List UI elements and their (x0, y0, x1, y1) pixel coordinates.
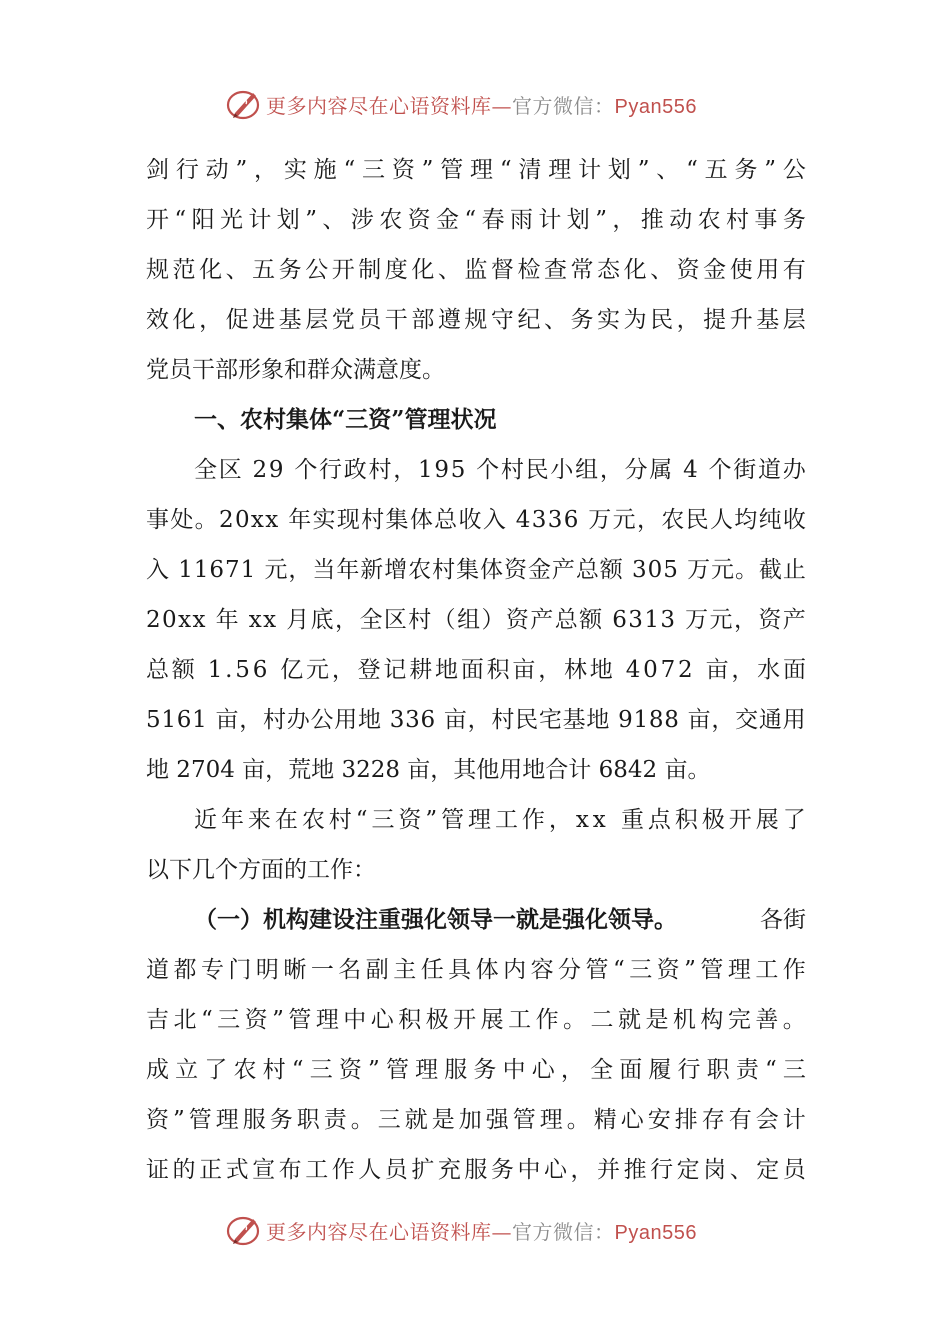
header-banner (226, 86, 746, 122)
pen-logo-icon (226, 1212, 262, 1248)
subheading-rest: 各街 (760, 907, 806, 933)
text-line: 全 区 2 9 个 行 政 村 ， 1 9 5 个 村 民 小 组 ， 分 属 4 个 街 道 办 (194, 457, 806, 483)
subheading-line (146, 895, 806, 945)
text-line: 2 0 x x 年 x x 月 底 ， 全 区 村 （ 组 ） 资 产 总 额 6 3 1 3 万 元 ， 资 产 (146, 607, 806, 633)
banner-text (266, 90, 697, 119)
text-line: 资 ” 管 理 服 务 职 责 。 三 就 是 加 强 管 理 。 精 心 安 排 存 有 会 计 (146, 1107, 806, 1133)
document-body (146, 145, 806, 1195)
banner-dash: — (491, 93, 512, 118)
text-line: 规 范 化 、 五 务 公 开 制 度 化 、 监 督 检 查 常 态 化 、 资 金 使 用 有 (146, 257, 806, 283)
text-line: 以下几个方面的工作： (146, 857, 376, 883)
text-line: 吉 北 “ 三 资 ” 管 理 中 心 积 极 开 展 工 作 。 二 就 是 机 构 完 善 。 (146, 1007, 806, 1033)
subheading-bold: （一）机构建设注重强化领导一就是强化领导。 (194, 906, 677, 933)
text-line: 近 年 来 在 农 村 “ 三 资 ” 管 理 工 作 ， x x 重 点 积 极 开 展 了 (194, 807, 806, 833)
text-line: 事 处 。 2 0 x x 年 实 现 村 集 体 总 收 入 4 3 3 6 万 元 ， 农 民 人 均 纯 收 (146, 507, 806, 533)
section-heading: 一、农村集体“三资”管理状况 (194, 406, 497, 433)
banner-wechat-label: 官方微信： (512, 93, 615, 118)
text-line: 总 额 1 . 5 6 亿 元 ， 登 记 耕 地 面 积 亩 ， 林 地 4 0 7 2 亩 ， 水 面 (146, 657, 806, 683)
text-line: 成 立 了 农 村 “ 三 资 ” 管 理 服 务 中 心 ， 全 面 履 行 职 责 “ 三 (146, 1057, 806, 1083)
text-line: 党员干部形象和群众满意度。 (146, 357, 445, 383)
footer-banner (226, 1212, 746, 1248)
banner-dash: — (491, 1219, 512, 1244)
text-line: 道 都 专 门 明 晰 一 名 副 主 任 具 体 内 容 分 管 “ 三 资 ” 管 理 工 作 (146, 957, 806, 983)
banner-wechat-id: Pyan556 (614, 95, 697, 118)
text-line: 地 2704 亩，荒地 3228 亩，其他用地合计 6842 亩。 (146, 757, 711, 783)
text-line: 剑 行 动 ” ， 实 施 “ 三 资 ” 管 理 “ 清 理 计 划 ” 、 “ 五 务 ” 公 (146, 157, 806, 183)
banner-brand: 更多内容尽在心语资料库 (266, 1219, 492, 1244)
text-line: 证 的 正 式 宣 布 工 作 人 员 扩 充 服 务 中 心 ， 并 推 行 定 岗 、 定 员 (146, 1157, 806, 1183)
text-line: 效 化 ， 促 进 基 层 党 员 干 部 遵 规 守 纪 、 务 实 为 民 ， 提 升 基 层 (146, 307, 806, 333)
banner-wechat-id: Pyan556 (614, 1221, 697, 1244)
banner-text (266, 1216, 697, 1245)
text-line: 5 1 6 1 亩 ， 村 办 公 用 地 3 3 6 亩 ， 村 民 宅 基 地 9 1 8 8 亩 ， 交 通 用 (146, 707, 806, 733)
banner-wechat-label: 官方微信： (512, 1219, 615, 1244)
text-line: 开 “ 阳 光 计 划 ” 、 涉 农 资 金 “ 春 雨 计 划 ” ， 推 动 农 村 事 务 (146, 207, 806, 233)
pen-logo-icon (226, 86, 262, 122)
text-line: 入 1 1 6 7 1 元 ， 当 年 新 增 农 村 集 体 资 金 产 总 额 3 0 5 万 元 。 截 止 (146, 557, 806, 583)
banner-brand: 更多内容尽在心语资料库 (266, 93, 492, 118)
